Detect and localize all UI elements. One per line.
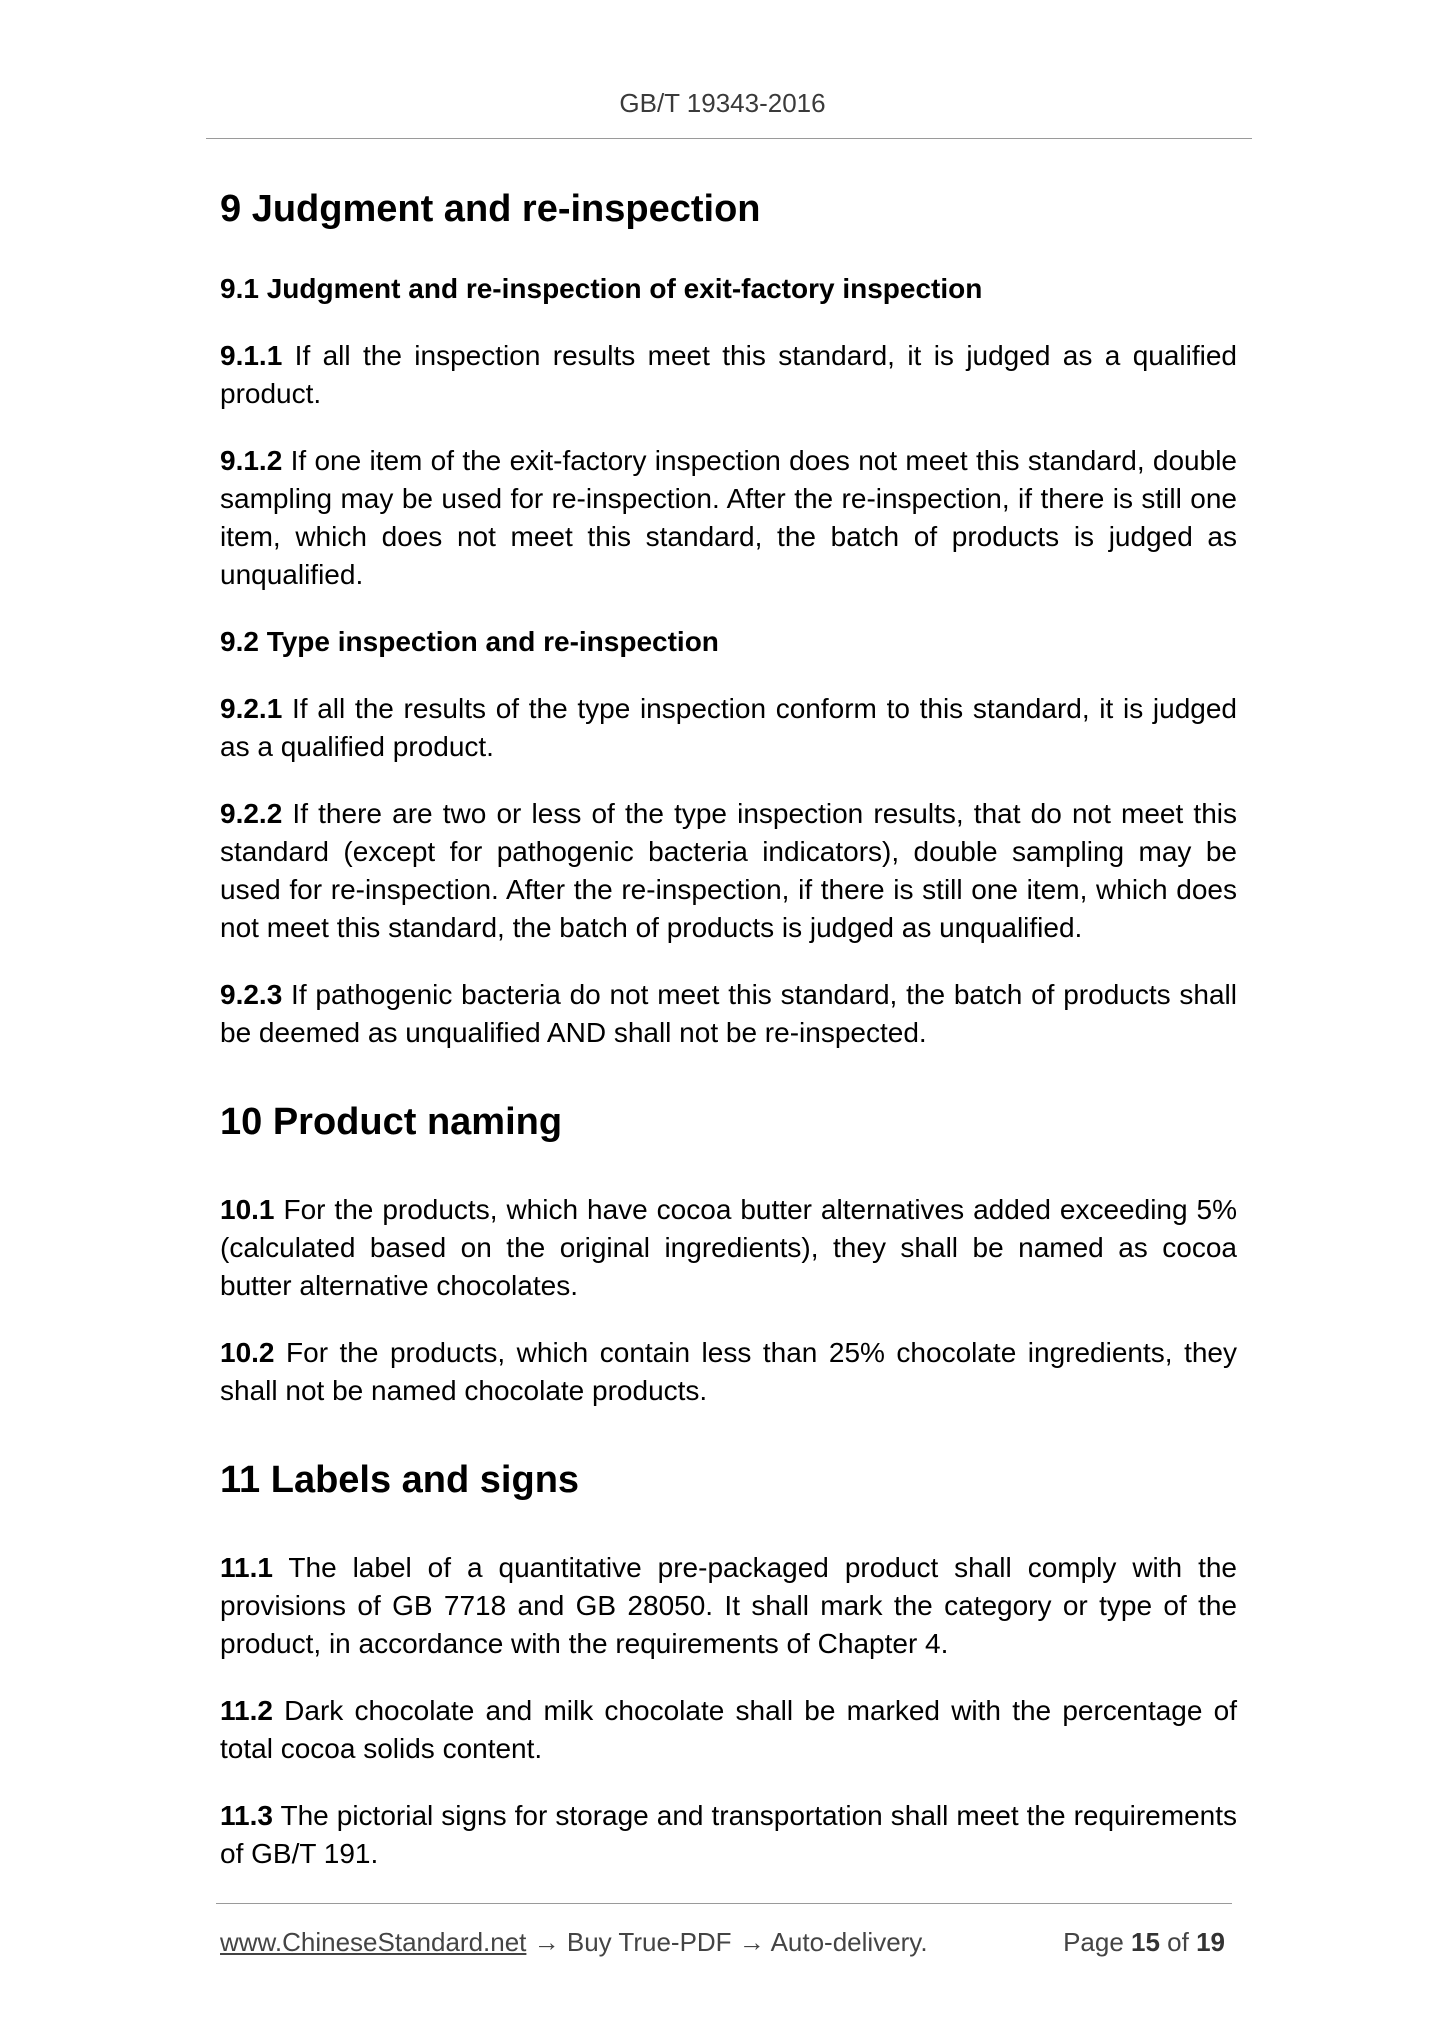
clause-text: Dark chocolate and milk chocolate shall be marked with the percentage of total cocoa solids content. [220,1695,1237,1764]
clause-text: For the products, which contain less than 25% chocolate ingredients, they shall not be named chocolate products. [220,1337,1237,1406]
clause-number: 11.1 [220,1552,273,1583]
clause-number: 11.3 [220,1800,273,1831]
clause-9-2-1 [220,690,1237,766]
clause-11-1 [220,1549,1237,1663]
clause-number: 10.1 [220,1194,275,1225]
clause-number: 9.2.2 [220,798,283,829]
section-9-1-heading: 9.1 Judgment and re-inspection of exit-factory inspection [220,273,983,304]
running-header: GB/T 19343-2016 [619,88,826,118]
clause-9-1-2 [220,442,1237,594]
promo-text: → Buy True-PDF → Auto-delivery. [526,1927,928,1957]
document-body [220,182,1237,1873]
page-of: of [1159,1927,1197,1957]
clause-9-1-1 [220,337,1237,413]
header-divider [206,138,1252,139]
clause-9-2-2 [220,795,1237,947]
clause-text: If pathogenic bacteria do not meet this standard, the batch of products shall be deemed as unqualified AND shall not be re-inspected. [220,979,1237,1048]
page-footer [220,1925,1237,1959]
clause-number: 9.2.1 [220,693,283,724]
clause-number: 9.1.2 [220,445,283,476]
clause-text: For the products, which have cocoa butter alternatives added exceeding 5% (calculated based on the original ingredients), they shall be named as cocoa butter alternative chocolates. [220,1194,1237,1301]
section-11-heading: 11 Labels and signs [220,1459,580,1501]
page-current: 15 [1131,1927,1160,1957]
clause-11-3 [220,1797,1237,1873]
section-10-heading: 10 Product naming [220,1101,563,1143]
clause-10-1 [220,1191,1237,1305]
clause-11-2 [220,1692,1237,1768]
clause-9-2-3 [220,976,1237,1052]
clause-number: 9.2.3 [220,979,283,1010]
page-label: Page [1063,1927,1132,1957]
clause-text: If all the results of the type inspection conform to this standard, it is judged as a qualified product. [220,693,1237,762]
clause-number: 10.2 [220,1337,275,1368]
clause-number: 11.2 [220,1695,273,1726]
section-9-heading: 9 Judgment and re-inspection [220,188,761,230]
clause-text: If there are two or less of the type inspection results, that do not meet this standard (except for pathogenic bacteria indicators), double sampling may be used for re-inspection. After the re-inspection, if there is still one item, which does not meet this standard, the batch of products is judged as unqualified. [220,798,1237,943]
clause-10-2 [220,1334,1237,1410]
page-total: 19 [1196,1927,1225,1957]
clause-number: 9.1.1 [220,340,283,371]
clause-text: If all the inspection results meet this standard, it is judged as a qualified product. [220,340,1237,409]
clause-text: If one item of the exit-factory inspection does not meet this standard, double sampling may be used for re-inspection. After the re-inspection, if there is still one item, which does not meet this standard, the batch of products is judged as unqualified. [220,445,1237,590]
section-9-2-heading: 9.2 Type inspection and re-inspection [220,626,719,657]
page-indicator [1063,1925,1225,1959]
footer-divider [216,1903,1232,1904]
website-link[interactable]: www.ChineseStandard.net [220,1927,527,1957]
clause-text: The label of a quantitative pre-packaged product shall comply with the provisions of GB 7718 and GB 28050. It shall mark the category or type of the product, in accordance with the requirements of Chapter 4. [220,1552,1237,1659]
clause-text: The pictorial signs for storage and transportation shall meet the requirements of GB/T 191. [220,1800,1237,1869]
